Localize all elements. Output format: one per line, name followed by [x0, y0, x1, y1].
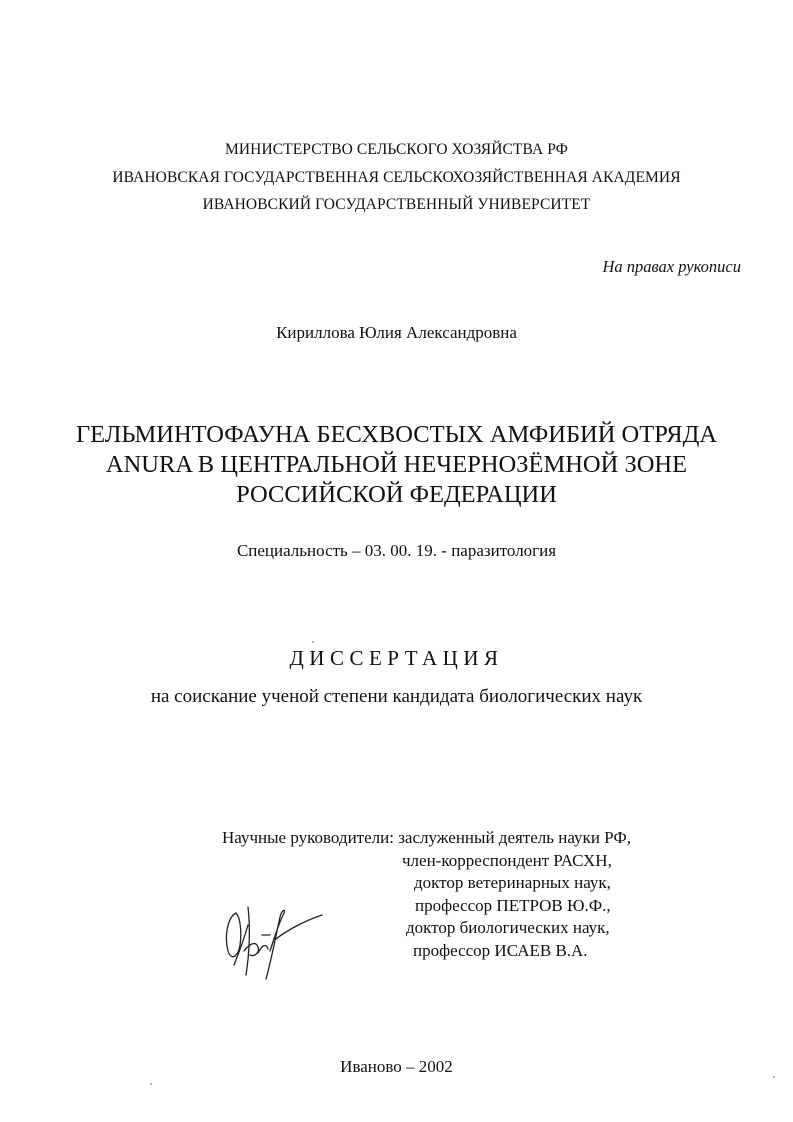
- supervisor-detail: доктор ветеринарных наук,: [414, 873, 611, 892]
- city-year: Иваново – 2002: [340, 1057, 453, 1076]
- scan-speck: [773, 1076, 775, 1078]
- document-type: ДИССЕРТАЦИЯ: [289, 646, 504, 670]
- title-line-2: ANURA В ЦЕНТРАЛЬНОЙ НЕЧЕРНОЗЁМНОЙ ЗОНЕ: [105, 451, 688, 478]
- title-line-3: РОССИЙСКОЙ ФЕДЕРАЦИИ: [236, 481, 557, 508]
- title-line-1: ГЕЛЬМИНТОФАУНА БЕСХВОСТЫХ АМФИБИЙ ОТРЯДА: [75, 421, 718, 448]
- supervisor-detail: член-корреспондент РАСХН,: [402, 850, 612, 870]
- handwritten-signature: [214, 895, 334, 985]
- scan-speck: [150, 1083, 152, 1085]
- academy-name: ИВАНОВСКАЯ ГОСУДАРСТВЕННАЯ СЕЛЬСКОХОЗЯЙСТВЕННАЯ АКАДЕМИЯ: [112, 169, 681, 186]
- manuscript-note: На правах рукописи: [602, 257, 741, 276]
- supervisor-line: [222, 850, 631, 873]
- supervisor-line: [222, 827, 631, 850]
- degree-description: на соискание ученой степени кандидата биологических наук: [150, 686, 643, 707]
- supervisor-detail: заслуженный деятель науки РФ,: [398, 828, 632, 847]
- supervisors-label: Научные руководители:: [222, 828, 394, 847]
- supervisor-detail: профессор ИСАЕВ В.А.: [413, 940, 588, 960]
- scan-speck: [312, 641, 314, 643]
- university-name: ИВАНОВСКИЙ ГОСУДАРСТВЕННЫЙ УНИВЕРСИТЕТ: [202, 196, 591, 213]
- supervisor-detail: доктор биологических наук,: [406, 918, 610, 937]
- supervisor-detail: профессор ПЕТРОВ Ю.Ф.,: [415, 895, 611, 915]
- ministry-name: МИНИСТЕРСТВО СЕЛЬСКОГО ХОЗЯЙСТВА РФ: [224, 141, 569, 158]
- supervisor-line: [222, 872, 631, 895]
- author-name: Кириллова Юлия Александровна: [276, 323, 517, 342]
- specialty: Специальность – 03. 00. 19. - паразитология: [236, 541, 557, 560]
